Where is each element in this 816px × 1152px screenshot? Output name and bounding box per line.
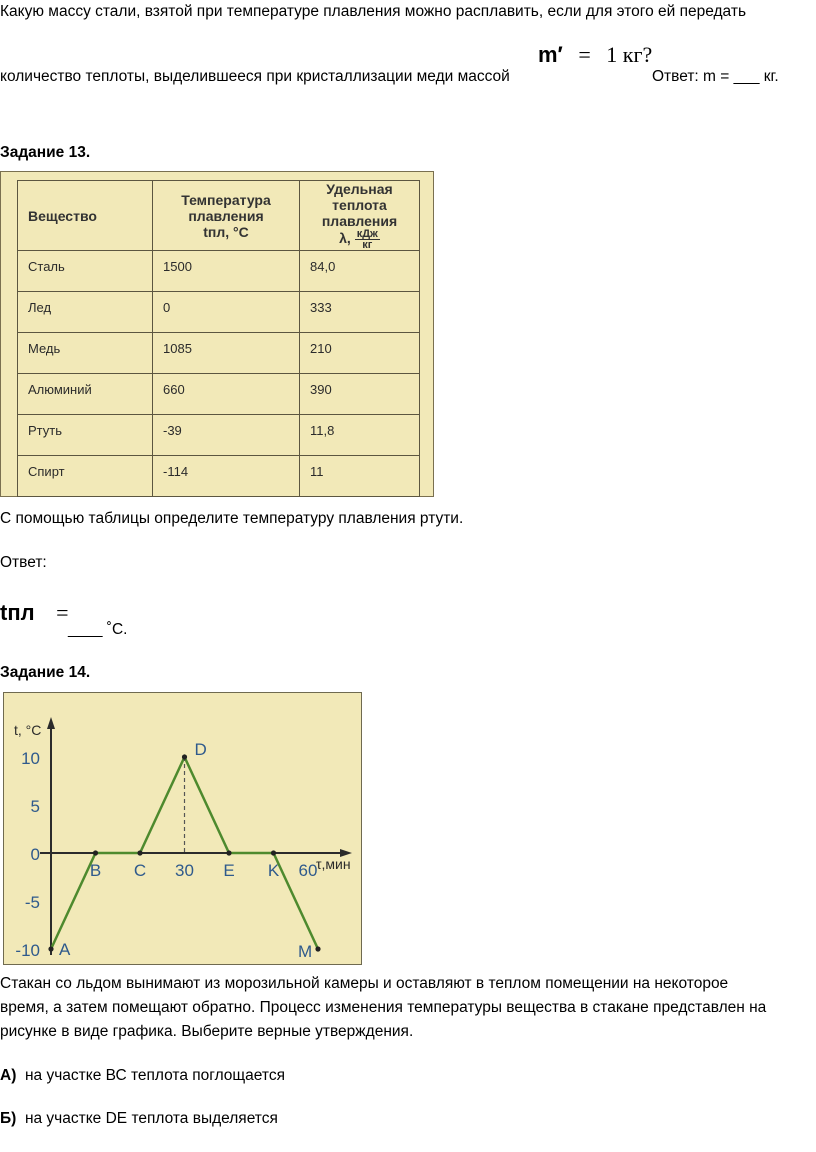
point-M — [315, 946, 320, 951]
point-C — [137, 850, 142, 855]
point-A — [48, 946, 53, 951]
option-letter: А) — [0, 1067, 17, 1084]
x-tick-label: B — [89, 861, 102, 880]
y-tick-label: 10 — [21, 749, 40, 768]
task13-answer-label: Ответ: — [0, 554, 47, 571]
y-tick-label: -5 — [24, 893, 40, 912]
graph-svg — [4, 693, 361, 964]
task14-description-line3: рисунке в виде графика. Выберите верные утверждения. — [0, 1023, 414, 1040]
melting-table — [17, 180, 420, 497]
mass-formula — [538, 42, 652, 68]
table-row: Спирт -114 11 — [18, 456, 420, 497]
option-text: на участке ВС теплота поглощается — [24, 1067, 285, 1084]
option-text: на участке DE теплота выделяется — [24, 1110, 278, 1127]
y-axis-label: t, °C — [14, 722, 42, 738]
task13-question: С помощью таблицы определите температуру плавления ртути. — [0, 510, 464, 527]
table-row: Сталь 1500 84,0 — [18, 251, 420, 292]
table-row: Алюминий 660 390 — [18, 374, 420, 415]
point-label-D: D — [194, 740, 207, 759]
problem-text-line1: Какую массу стали, взятой при температуре плавления можно расплавить, если для этого ей передать — [0, 3, 747, 20]
task14-description-line1: Стакан со льдом вынимают из морозильной камеры и оставляют в теплом помещении на некоторое — [0, 975, 729, 992]
header-substance: Вещество — [18, 181, 153, 251]
melting-table-image — [0, 171, 434, 497]
problem-answer: Ответ: m = ___ кг. — [652, 68, 779, 85]
y-tick-label: 0 — [30, 845, 40, 864]
header-temperature: Температура плавления tпл, °C — [153, 181, 300, 251]
formula-eq: = — [56, 600, 69, 625]
x-tick-label: C — [133, 861, 147, 880]
x-tick-label: 30 — [175, 861, 194, 880]
y-tick-label: 5 — [30, 797, 40, 816]
formula-symbol: m′ — [538, 42, 563, 67]
x-tick-label: E — [223, 861, 235, 880]
x-tick-label: K — [267, 861, 280, 880]
melting-point-formula — [0, 600, 69, 626]
problem-text-line2: количество теплоты, выделившееся при кристаллизации меди массой — [0, 68, 510, 85]
point-B — [93, 850, 98, 855]
point-label-A: A — [59, 940, 71, 959]
task13-title: Задание 13. — [0, 144, 91, 161]
point-D — [182, 754, 187, 759]
point-E — [226, 850, 231, 855]
option-b — [0, 1109, 278, 1129]
formula-value: 1 кг? — [606, 42, 653, 67]
task14-title: Задание 14. — [0, 664, 91, 681]
header-specific-heat: Удельная теплота плавления λ, $\frac{\text{кДж}}{кг}$ — [300, 181, 420, 251]
table-row: Медь 1085 210 — [18, 333, 420, 374]
option-a — [0, 1066, 285, 1086]
table-row: Лед 0 333 — [18, 292, 420, 333]
point-K — [271, 850, 276, 855]
answer-blank: ____ ˚С. — [68, 621, 128, 638]
task14-description-line2: время, а затем помещают обратно. Процесс изменения температуры вещества в стакане представлен на — [0, 999, 767, 1016]
y-tick-label: -10 — [15, 941, 40, 960]
x-axis-label: τ,мин — [316, 856, 351, 872]
table-row: Ртуть -39 11,8 — [18, 415, 420, 456]
temperature-graph — [3, 692, 362, 965]
x-tick-label: 60 — [298, 861, 318, 880]
point-label-M: M — [298, 942, 313, 961]
option-letter: Б) — [0, 1110, 17, 1127]
formula-eq: = — [578, 42, 591, 67]
y-axis-arrow — [47, 717, 55, 729]
formula-symbol: tпл — [0, 600, 35, 625]
